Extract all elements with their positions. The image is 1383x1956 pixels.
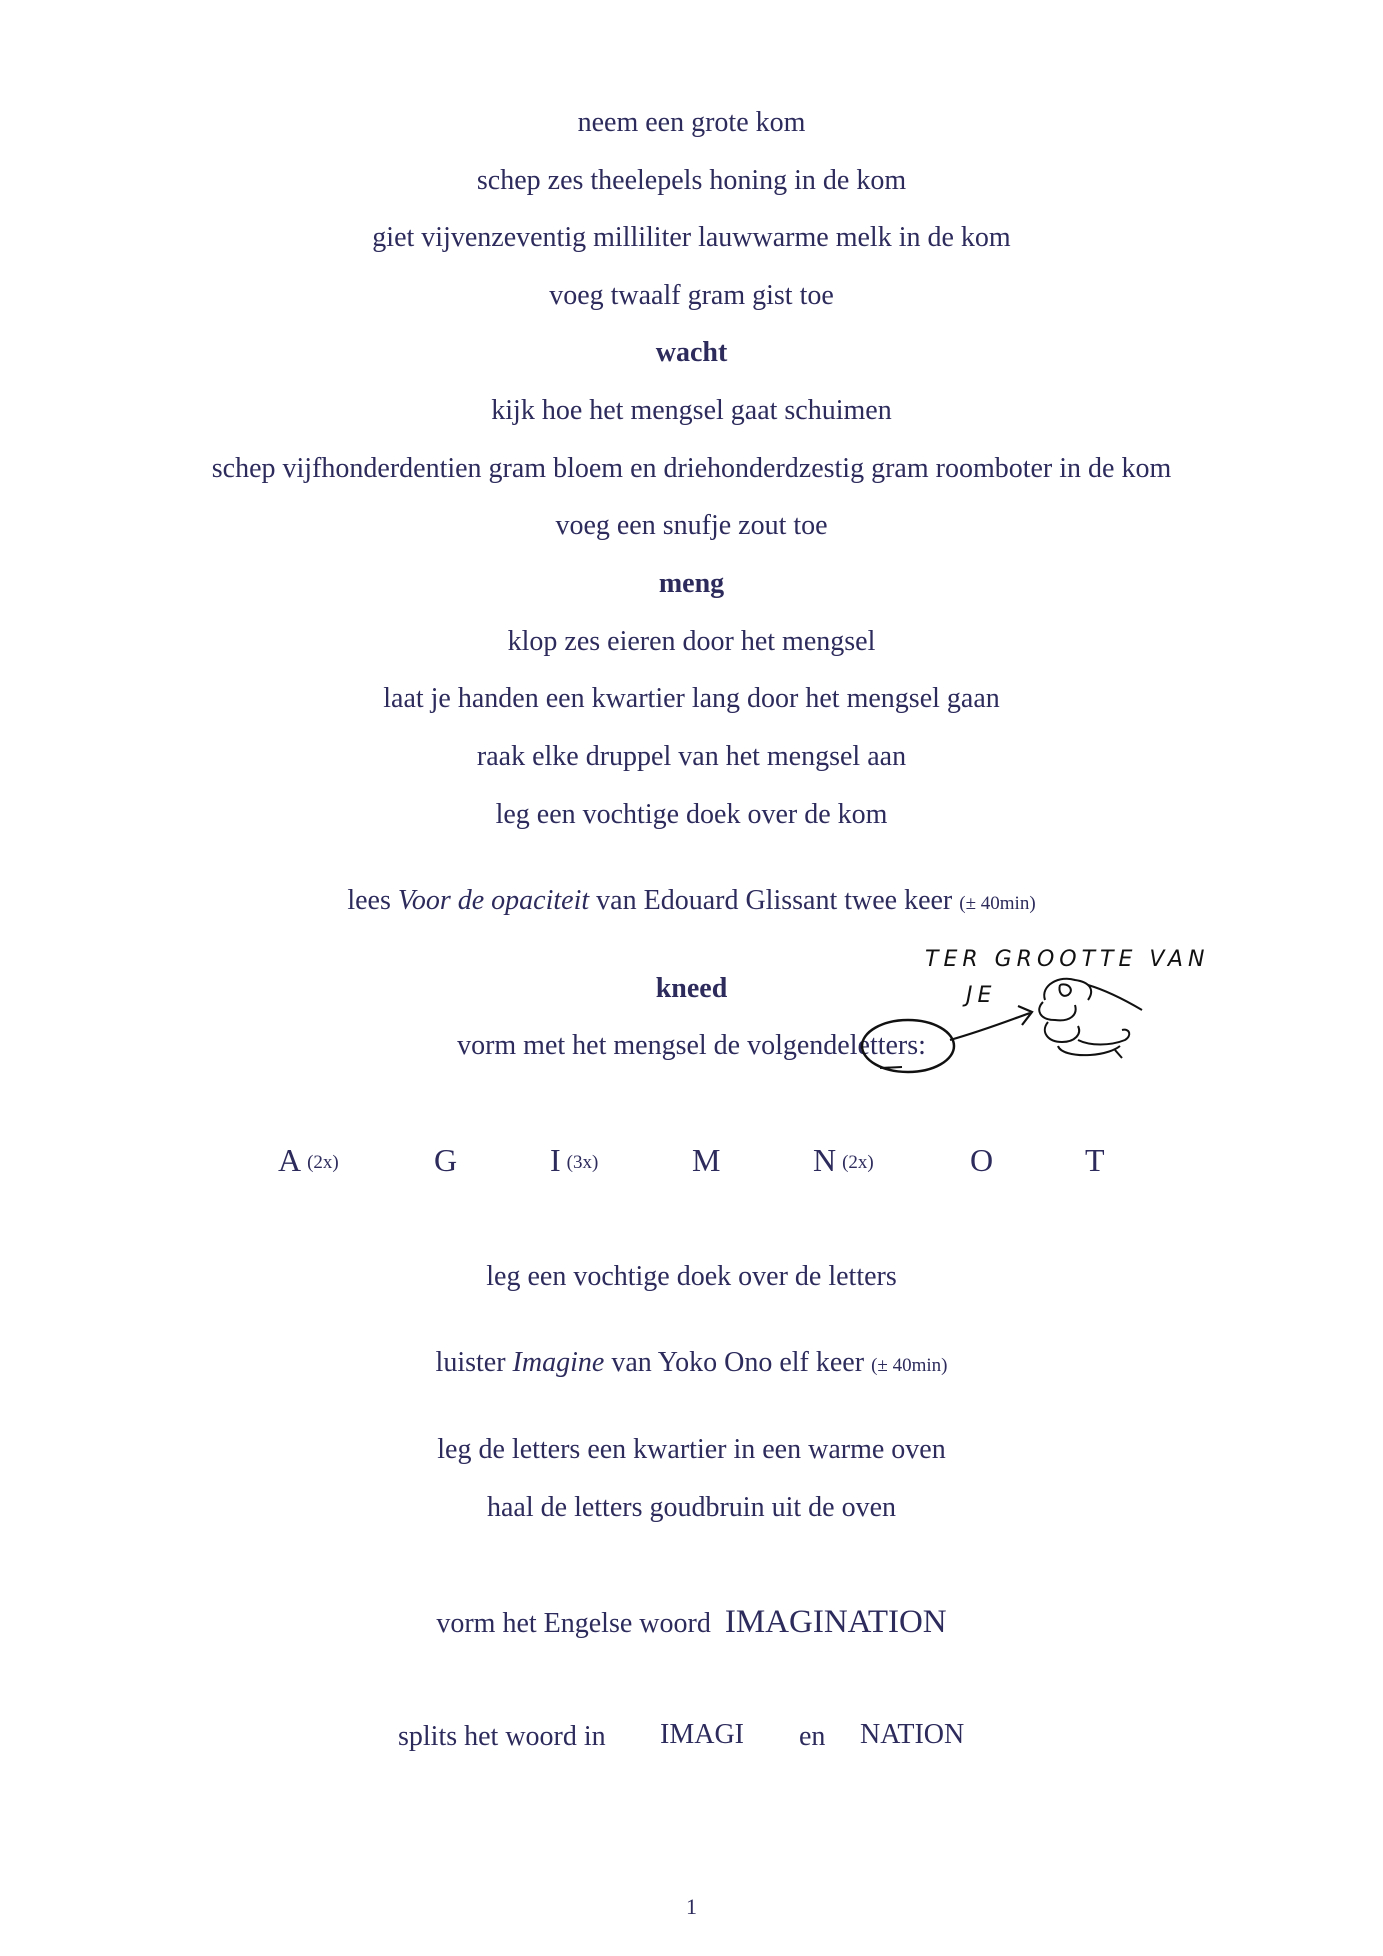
read-prefix: lees: [347, 885, 391, 916]
underline-mark: [880, 1067, 902, 1068]
oven-line-1: leg de letters een kwartier in een warme oven: [437, 1434, 946, 1465]
listen-suffix: van Yoko Ono elf keer: [611, 1347, 865, 1378]
letter-g: G: [434, 1142, 458, 1178]
line-11: laat je handen een kwartier lang door het mengsel gaan: [383, 683, 1000, 714]
listen-line: [0, 1346, 1383, 1383]
oven-line-2: haal de letters goudbruin uit de oven: [487, 1492, 896, 1523]
line-4: voeg twaalf gram gist toe: [549, 280, 834, 311]
line-12: raak elke druppel van het mengsel aan: [476, 741, 907, 772]
read-duration: (± 40min): [959, 893, 1036, 914]
cover-letters-line: leg een vochtige doek over de letters: [486, 1261, 897, 1292]
letter-t: T: [1085, 1142, 1105, 1178]
line-wacht: wacht: [655, 337, 728, 368]
form-colon: :: [918, 1030, 926, 1061]
line-3: giet vijvenzeventig milliliter lauwwarme melk in de kom: [372, 222, 1011, 253]
line-10: klop zes eieren door het mengsel: [507, 626, 876, 657]
listen-title: Imagine: [512, 1347, 605, 1378]
word-prefix: vorm het Engelse woord: [436, 1608, 711, 1639]
handwritten-note-line1: TER GROOTTE VAN: [925, 947, 1210, 972]
split-prefix: splits het woord in: [398, 1721, 606, 1752]
read-title: Voor de opaciteit: [397, 885, 590, 916]
form-word-letters: letters: [849, 1030, 919, 1061]
line-2: schep zes theelepels honing in de kom: [476, 165, 907, 196]
letter-m: M: [692, 1142, 721, 1178]
letter-o: O: [970, 1142, 994, 1178]
letter-n: N (2x): [813, 1142, 874, 1178]
line-7: schep vijfhonderdentien gram bloem en driehonderdzestig gram roomboter in de kom: [211, 453, 1172, 484]
form-line: [0, 1029, 1383, 1063]
line-kneed: kneed: [655, 973, 728, 1004]
read-suffix: van Edouard Glissant twee keer: [596, 885, 953, 916]
page-number: 1: [686, 1894, 697, 1919]
split-conj: en: [799, 1721, 826, 1752]
line-8: voeg een snufje zout toe: [555, 510, 828, 541]
line-13: leg een vochtige doek over de kom: [495, 799, 888, 830]
form-prefix: vorm met het mengsel de volgende: [457, 1030, 850, 1061]
letter-i: I (3x): [550, 1142, 599, 1178]
word-line: [0, 1605, 1383, 1641]
letter-a: A (2x): [278, 1142, 339, 1178]
read-line: [0, 884, 1383, 921]
arrowhead-mark: [1018, 1006, 1032, 1025]
listen-prefix: luister: [435, 1347, 506, 1378]
line-6: kijk hoe het mengsel gaat schuimen: [491, 395, 892, 426]
split-part-nation: NATION: [860, 1719, 965, 1750]
line-meng: meng: [658, 568, 725, 599]
handwritten-note-line2: JE: [966, 983, 997, 1008]
line-1: neem een grote kom: [577, 107, 806, 138]
split-part-imagi: IMAGI: [660, 1719, 744, 1750]
listen-duration: (± 40min): [871, 1355, 948, 1376]
word-imagination: IMAGINATION: [724, 1604, 947, 1640]
